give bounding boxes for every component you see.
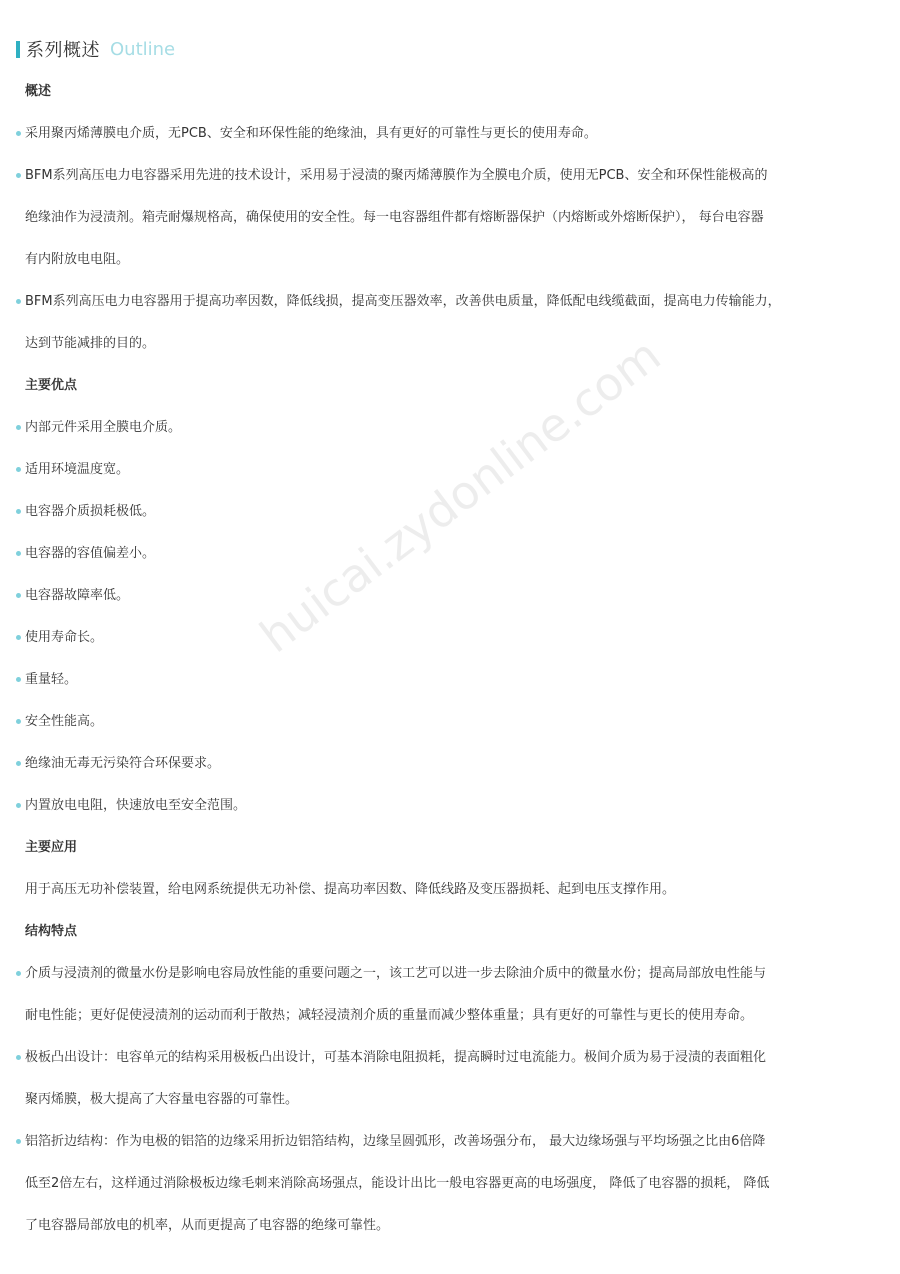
bullet-dot-icon <box>16 677 21 682</box>
line-text: 内置放电电阻，快速放电至安全范围。 <box>25 798 247 813</box>
bullet-dot-icon <box>16 971 21 976</box>
line-text: 内部元件采用全膜电介质。 <box>25 420 182 435</box>
line-text: 主要优点 <box>25 378 78 393</box>
text-line <box>0 1079 900 1121</box>
bullet-item <box>0 533 900 575</box>
bullet-item <box>0 281 900 323</box>
bullet-dot-icon <box>16 761 21 766</box>
line-text: 电容器的容值偏差小。 <box>25 546 156 561</box>
bullet-dot-icon <box>16 299 21 304</box>
line-text: BFM系列高压电力电容器用于提高功率因数，降低线损，提高变压器效率，改善供电质量，降低配电线缆截面，提高电力传输能力， <box>25 294 781 309</box>
line-text: 重量轻。 <box>25 672 78 687</box>
text-line <box>0 1163 900 1205</box>
line-text: 电容器介质损耗极低。 <box>25 504 156 519</box>
line-text: 使用寿命长。 <box>25 630 104 645</box>
bullet-item <box>0 785 900 827</box>
text-line <box>0 323 900 365</box>
bullet-item <box>0 407 900 449</box>
bullet-dot-icon <box>16 635 21 640</box>
line-text: 用于高压无功补偿装置，给电网系统提供无功补偿、提高功率因数、降低线路及变压器损耗、起到电压支撑作用。 <box>25 882 676 897</box>
sub-heading <box>0 71 900 113</box>
section-title-english: Outline <box>110 38 176 60</box>
bullet-item <box>0 449 900 491</box>
sub-heading <box>0 911 900 953</box>
line-text: 极板凸出设计：电容单元的结构采用极板凸出设计，可基本消除电阻损耗，提高瞬时过电流能力。极间介质为易于浸渍的表面粗化 <box>25 1050 767 1065</box>
bullet-dot-icon <box>16 467 21 472</box>
bullet-dot-icon <box>16 551 21 556</box>
bullet-dot-icon <box>16 1055 21 1060</box>
content-body <box>0 71 900 1247</box>
accent-bar <box>16 41 20 58</box>
bullet-dot-icon <box>16 1139 21 1144</box>
line-text: 聚丙烯膜，极大提高了大容量电容器的可靠性。 <box>25 1092 299 1107</box>
bullet-item <box>0 701 900 743</box>
line-text: 有内附放电电阻。 <box>25 252 130 267</box>
line-text: 达到节能减排的目的。 <box>25 336 156 351</box>
text-line <box>0 197 900 239</box>
line-text: 概述 <box>25 84 52 99</box>
bullet-dot-icon <box>16 719 21 724</box>
text-line <box>0 1205 900 1247</box>
line-text: 电容器故障率低。 <box>25 588 130 603</box>
bullet-item <box>0 617 900 659</box>
bullet-dot-icon <box>16 131 21 136</box>
bullet-item <box>0 1037 900 1079</box>
text-line <box>0 239 900 281</box>
line-text: 介质与浸渍剂的微量水份是影响电容局放性能的重要问题之一，该工艺可以进一步去除油介质中的微量水份；提高局部放电性能与 <box>25 966 767 981</box>
text-line <box>0 869 900 911</box>
bullet-dot-icon <box>16 593 21 598</box>
sub-heading <box>0 827 900 869</box>
watermark: huicai.zydonline.com <box>250 327 671 664</box>
line-text: 采用聚丙烯薄膜电介质，无PCB、安全和环保性能的绝缘油，具有更好的可靠性与更长的使用寿命。 <box>25 126 597 141</box>
bullet-dot-icon <box>16 173 21 178</box>
bullet-item <box>0 113 900 155</box>
bullet-item <box>0 953 900 995</box>
bullet-dot-icon <box>16 509 21 514</box>
bullet-item <box>0 743 900 785</box>
section-header <box>16 36 175 62</box>
line-text: BFM系列高压电力电容器采用先进的技术设计，采用易于浸渍的聚丙烯薄膜作为全膜电介质，使用无PCB、安全和环保性能极高的 <box>25 168 768 183</box>
section-title: 系列概述 <box>26 40 100 61</box>
line-text: 适用环境温度宽。 <box>25 462 130 477</box>
bullet-dot-icon <box>16 425 21 430</box>
line-text: 耐电性能；更好促使浸渍剂的运动而利于散热；减轻浸渍剂介质的重量而减少整体重量；具有更好的可靠性与更长的使用寿命。 <box>25 1008 754 1023</box>
line-text: 了电容器局部放电的机率，从而更提高了电容器的绝缘可靠性。 <box>25 1218 390 1233</box>
line-text: 结构特点 <box>25 924 78 939</box>
bullet-item <box>0 155 900 197</box>
bullet-item <box>0 659 900 701</box>
line-text: 绝缘油无毒无污染符合环保要求。 <box>25 756 221 771</box>
bullet-item <box>0 575 900 617</box>
line-text: 低至2倍左右，这样通过消除极板边缘毛刺来消除高场强点，能设计出比一般电容器更高的电场强度， 降低了电容器的损耗， 降低 <box>25 1176 770 1191</box>
sub-heading <box>0 365 900 407</box>
line-text: 绝缘油作为浸渍剂。箱壳耐爆规格高，确保使用的安全性。每一电容器组件都有熔断器保护（内熔断或外熔断保护）， 每台电容器 <box>25 210 764 225</box>
line-text: 主要应用 <box>25 840 78 855</box>
line-text: 铝箔折边结构：作为电极的铝箔的边缘采用折边铝箔结构，边缘呈圆弧形，改善场强分布， 最大边缘场强与平均场强之比由6倍降 <box>25 1134 766 1149</box>
text-line <box>0 995 900 1037</box>
bullet-item <box>0 491 900 533</box>
line-text: 安全性能高。 <box>25 714 104 729</box>
bullet-item <box>0 1121 900 1163</box>
bullet-dot-icon <box>16 803 21 808</box>
